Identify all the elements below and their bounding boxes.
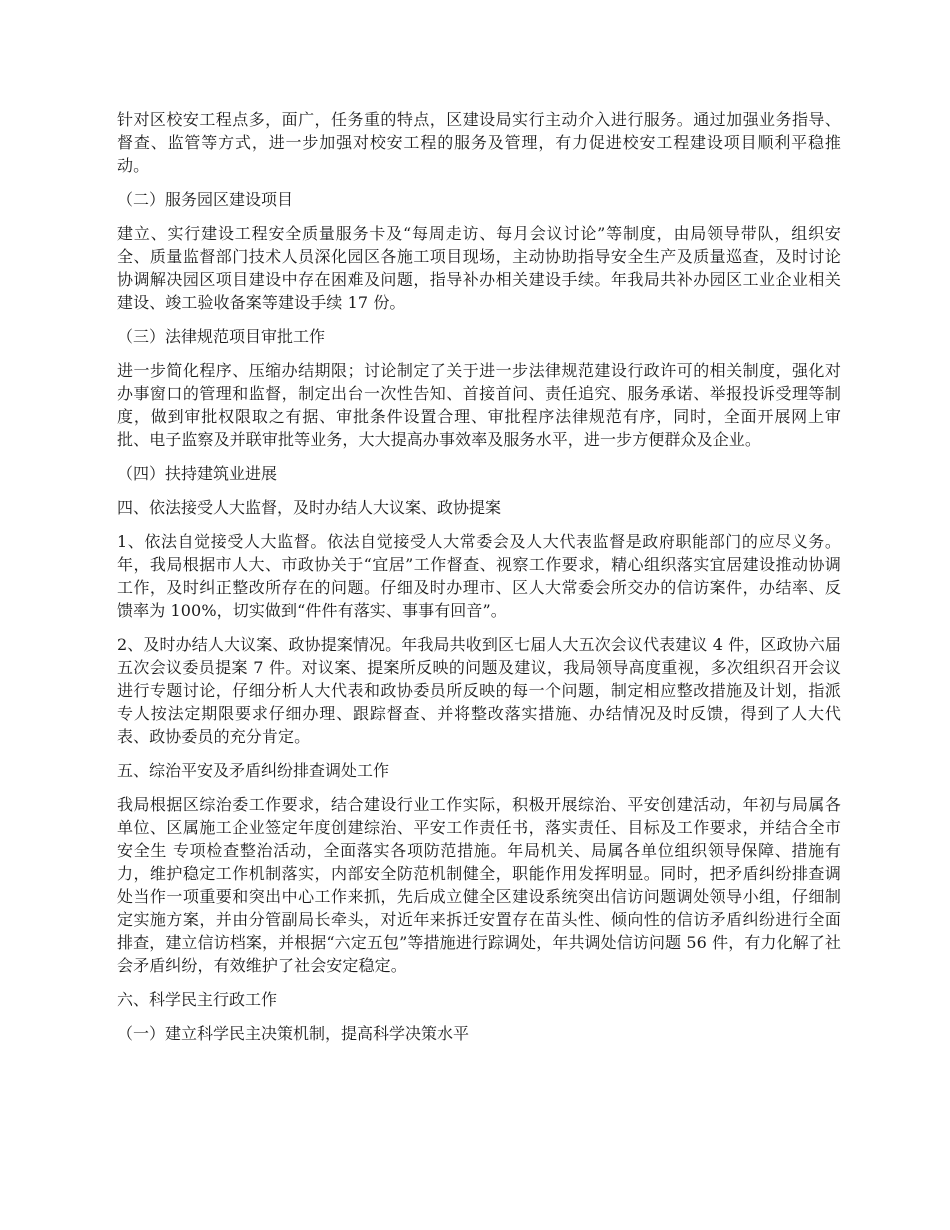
document-page bbox=[117, 108, 841, 1056]
heading-decision-mechanism: （一）建立科学民主决策机制，提高科学决策水平 bbox=[117, 1024, 470, 1043]
heading-construction-industry: （四）扶持建筑业进展 bbox=[117, 464, 278, 483]
heading-approval-work: （三）法律规范项目审批工作 bbox=[117, 327, 326, 346]
paragraph-approval-work: 进一步简化程序、压缩办结期限；讨论制定了关于进一步法律规范建设行政许可的相关制度，强化对办事窗口的管理和监督，制定出台一次性告知、首接首问、责任追究、服务承诺、举报投诉受理等制度，做到审批权限取之有据、审批条件设置合理、审批程序法律规范有序，同时，全面开展网上审批、电子监察及并联审批等业务，大大提高办事效率及服务水平，进一步方便群众及企业。 bbox=[117, 361, 841, 449]
paragraph-school-safety: 针对区校安工程点多，面广，任务重的特点，区建设局实行主动介入进行服务。通过加强业务指导、督查、监管等方式，进一步加强对校安工程的服务及管理，有力促进校安工程建设项目顺利平稳推动。 bbox=[117, 110, 841, 175]
heading-section-six: 六、科学民主行政工作 bbox=[117, 990, 278, 1009]
paragraph-safety-disputes: 我局根据区综治委工作要求，结合建设行业工作实际，积极开展综治、平安创建活动，年初与局属各单位、区属施工企业签定年度创建综治、平安工作责任书，落实责任、目标及工作要求，并结合全市安全生 专项检查整治活动，全面落实各项防范措施。年局机关、局属各单位组织领导保障、措施有力，维护稳定工作机制落实，内部安全防范机制健全，职能作用发挥明显。同时，把矛盾纠纷排查调处当作一项重要和突出中心工作来抓，先后成立健全区建设系统突出信访问题调处领导小组，仔细制定实施方案，并由分管副局长牵头，对近年来拆迁安置存在苗头性、倾向性的信访矛盾纠纷进行全面排查，建立信访档案，并根据“六定五包”等措施进行踪调处，年共调处信访问题 56 件，有力化解了社会矛盾纠纷，有效维护了社会安定稳定。 bbox=[117, 795, 841, 975]
heading-section-five: 五、综治平安及矛盾纠纷排查调处工作 bbox=[117, 761, 390, 780]
paragraph-npc-supervision: 1、依法自觉接受人大监督。依法自觉接受人大常委会及人大代表监督是政府职能部门的应尽义务。年，我局根据市人大、市政协关于“宜居”工作督查、视察工作要求，精心组织落实宜居建设推动协调工作，及时纠正整改所存在的问题。仔细及时办理市、区人大常委会所交办的信访案件，办结率、反馈率为 100%，切实做到“件件有落实、事事有回音”。 bbox=[117, 532, 841, 620]
paragraph-park-projects: 建立、实行建设工程安全质量服务卡及“每周走访、每月会议讨论”等制度，由局领导带队，组织安全、质量监督部门技术人员深化园区各施工项目现场，主动协助指导安全生产及质量巡查，及时讨论协调解决园区项目建设中存在困难及问题，指导补办相关建设手续。年我局共补办园区工业企业相关建设、竣工验收备案等建设手续 17 份。 bbox=[117, 224, 841, 312]
paragraph-proposals: 2、及时办结人大议案、政协提案情况。年我局共收到区七届人大五次会议代表建议 4 件，区政协六届五次会议委员提案 7 件。对议案、提案所反映的问题及建议，我局领导高度重视，多次组织召开会议进行专题讨论，仔细分析人大代表和政协委员所反映的每一个问题，制定相应整改措施及计划，指派专人按法定期限要求仔细办理、跟踪督查、并将整改落实措施、办结情况及时反馈，得到了人大代表、政协委员的充分肯定。 bbox=[117, 635, 841, 746]
heading-section-four: 四、依法接受人大监督，及时办结人大议案、政协提案 bbox=[117, 498, 502, 517]
heading-park-projects: （二）服务园区建设项目 bbox=[117, 190, 294, 209]
